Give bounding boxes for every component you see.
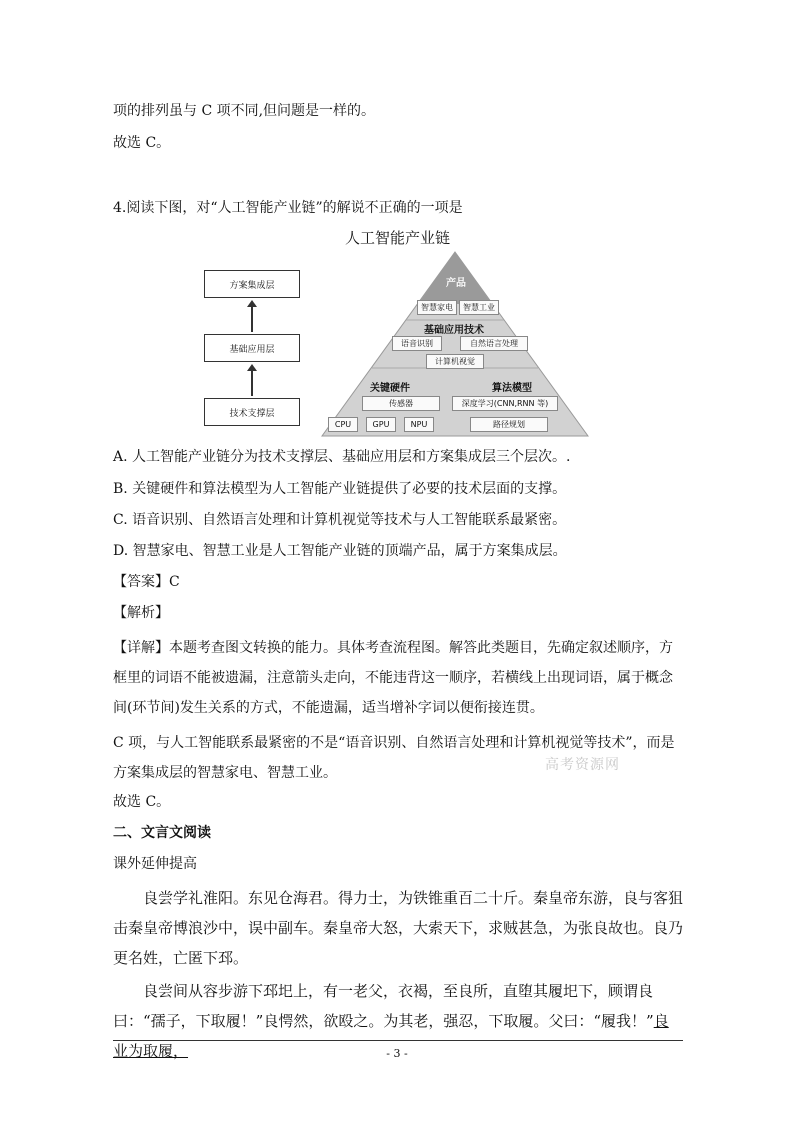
pyramid-item: 自然语言处理 <box>460 336 528 351</box>
pyramid-item: 语音识别 <box>392 336 442 351</box>
subsection-heading: 课外延伸提高 <box>113 856 197 872</box>
pyramid-item: 智慧工业 <box>459 300 499 315</box>
detail-paragraph: 【详解】本题考查图文转换的能力。具体考查流程图。解答此类题目，先确定叙述顺序，方框里的词语不能被遗漏，注意箭头走向，不能违背这一顺序，若横线上出现词语，属于概念间(环节间)发生关系的方式，不能遗漏，适当增补字词以便衔接连贯。 <box>113 640 673 716</box>
text-line: 项的排列虽与 C 项不同,但问题是一样的。 <box>113 103 376 119</box>
underlined-text: 良业为取履， <box>113 1012 669 1060</box>
c-explanation: C 项，与人工智能联系最紧密的不是“语音识别、自然语言处理和计算机视觉等技术”，而是方案集成层的智慧家电、智慧工业。 <box>113 735 675 781</box>
pyramid-item: 传感器 <box>362 396 440 411</box>
pyramid-bottom-left-label: 关键硬件 <box>370 383 410 394</box>
analysis-label: 【解析】 <box>113 605 169 621</box>
arrow-up-icon <box>251 370 253 396</box>
flow-box-bottom: 技术支撑层 <box>204 398 300 426</box>
flow-box-middle: 基础应用层 <box>204 334 300 362</box>
question-4: 4.阅读下图，对“人工智能产业链”的解说不正确的一项是 <box>113 200 463 216</box>
pyramid-mid-label: 基础应用技术 <box>424 325 484 336</box>
pyramid-chip: NPU <box>404 417 434 432</box>
pyramid-item: 智慧家电 <box>417 300 457 315</box>
option-d: D. 智慧家电、智慧工业是人工智能产业链的顶端产品，属于方案集成层。 <box>113 543 567 559</box>
pyramid-chip: GPU <box>366 417 396 432</box>
passage-text: 良尝间从容步游下邳圯上，有一老父，衣褐，至良所，直堕其履圯下，顾谓良曰：“孺子，下取履！”良愕然，欲殴之。为其老，强忍，下取履。父曰：“履我！” <box>113 982 654 1030</box>
option-c: C. 语音识别、自然语言处理和计算机视觉等技术与人工智能联系最紧密。 <box>113 512 567 528</box>
watermark: 高考资源网 <box>545 757 620 773</box>
pyramid-chip: CPU <box>328 417 358 432</box>
footer-divider <box>113 1040 683 1041</box>
passage-paragraph-1: 良尝学礼淮阳。东见仓海君。得力士，为铁锥重百二十斤。秦皇帝东游，良与客狙击秦皇帝博浪沙中，误中副车。秦皇帝大怒，大索天下，求贼甚急，为张良故也。良乃更名姓，亡匿下邳。 <box>113 889 684 967</box>
option-a: A. 人工智能产业链分为技术支撑层、基础应用层和方案集成层三个层次。. <box>113 449 571 465</box>
section-heading: 二、文言文阅读 <box>113 825 211 841</box>
arrow-up-icon <box>251 306 253 332</box>
pyramid-bottom-right-label: 算法模型 <box>492 383 532 394</box>
answer: 【答案】C <box>113 574 180 590</box>
figure-title: 人工智能产业链 <box>345 229 451 247</box>
option-b: B. 关键硬件和算法模型为人工智能产业链提供了必要的技术层面的支撑。 <box>113 481 567 497</box>
flowchart <box>200 266 312 428</box>
pyramid-diagram <box>320 250 590 438</box>
pyramid-item: 深度学习(CNN,RNN 等) <box>452 396 558 411</box>
pyramid-item: 路径规划 <box>470 417 548 432</box>
text-line: 故选 C。 <box>113 135 171 151</box>
page-number: - 3 - <box>386 1047 408 1060</box>
conclusion: 故选 C。 <box>113 794 171 810</box>
passage <box>113 883 683 1066</box>
flow-box-top: 方案集成层 <box>204 270 300 298</box>
pyramid-top-label: 产品 <box>446 278 466 289</box>
pyramid-item: 计算机视觉 <box>426 354 484 369</box>
